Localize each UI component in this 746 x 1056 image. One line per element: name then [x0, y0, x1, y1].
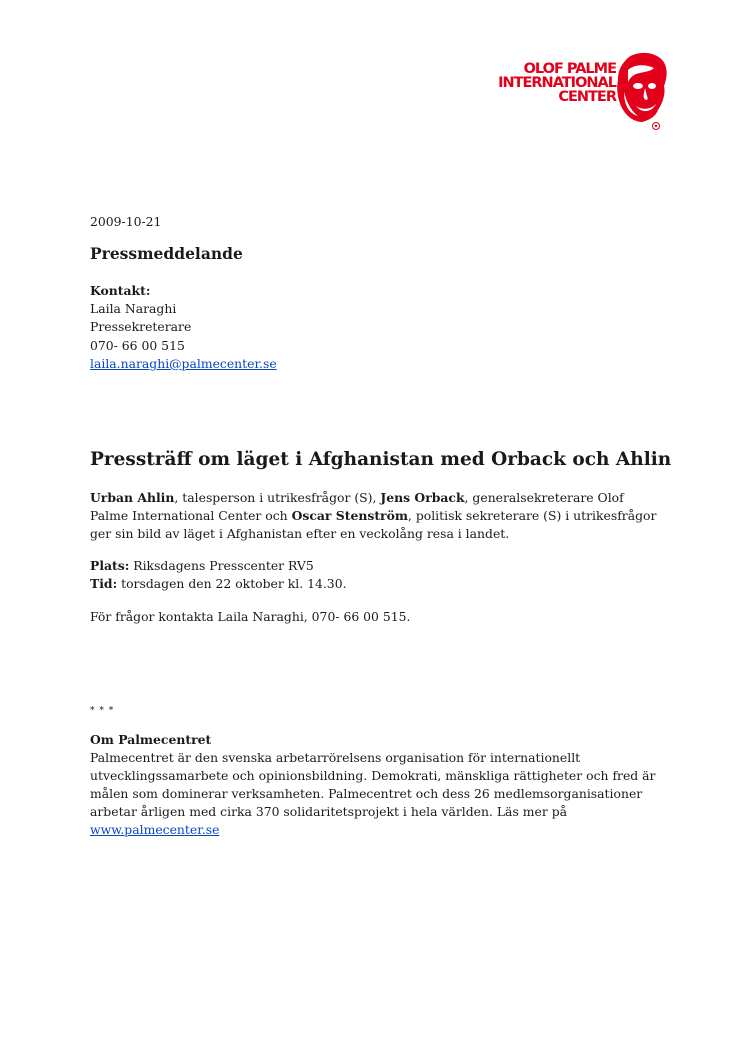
website-link[interactable]: www.palmecenter.se — [90, 822, 220, 837]
contact-email-link[interactable]: laila.naraghi@palmecenter.se — [90, 355, 277, 371]
questions-contact: För frågor kontakta Laila Naraghi, 070- 66 00 515. — [90, 609, 411, 624]
contact-block — [90, 282, 277, 373]
logo-wordmark — [498, 62, 616, 104]
contact-label: Kontakt: — [90, 283, 151, 298]
logo-line-1: OLOF PALME — [523, 61, 616, 77]
about-paragraph: Palmecentret är den svenska arbetarrörelsens organisation för internationellt utvecklingssamarbete och opinionsbildning. Demokrati, mänskliga rättigheter och fred är målen som dominerar verksamheten. Palmecentret och dess 26 medlemsorganisationer arbetar årligen med cirka 370 solidaritetsprojekt i hela världen. Läs mer på www.palmecenter.se — [90, 750, 656, 837]
event-time: Tid: torsdagen den 22 oktober kl. 14.30. — [90, 576, 347, 591]
person-urban-ahlin: Urban Ahlin — [90, 490, 175, 505]
logo-line-3: CENTER — [558, 89, 616, 105]
intro-paragraph: Urban Ahlin, talesperson i utrikesfrågor (S), Jens Orback, generalsekreterare Olof Palme International Center och Oscar Stenström, politisk sekreterare (S) i utrikesfrågor ger sin bild av läget i Afghanistan efter en veckolång resa i landet. — [90, 490, 657, 541]
logo-line-2: INTERNATIONAL — [498, 75, 616, 91]
section-separator: * * * — [90, 706, 115, 716]
release-date: 2009-10-21 — [90, 214, 162, 229]
document-type: Pressmeddelande — [90, 244, 243, 263]
event-details — [90, 557, 347, 593]
contact-name: Laila Naraghi — [90, 301, 177, 317]
contact-phone: 070- 66 00 515 — [90, 337, 185, 353]
person-oscar-stenstrom: Oscar Stenström — [291, 508, 408, 523]
headline: Pressträff om läget i Afghanistan med Orback och Ahlin — [90, 449, 672, 470]
event-place: Plats: Riksdagens Presscenter RV5 — [90, 558, 314, 573]
palme-portrait-icon — [612, 50, 670, 132]
about-title: Om Palmecentret — [90, 732, 212, 747]
person-jens-orback: Jens Orback — [380, 490, 465, 505]
contact-role: Pressekreterare — [90, 319, 192, 335]
organization-logo — [476, 50, 676, 134]
